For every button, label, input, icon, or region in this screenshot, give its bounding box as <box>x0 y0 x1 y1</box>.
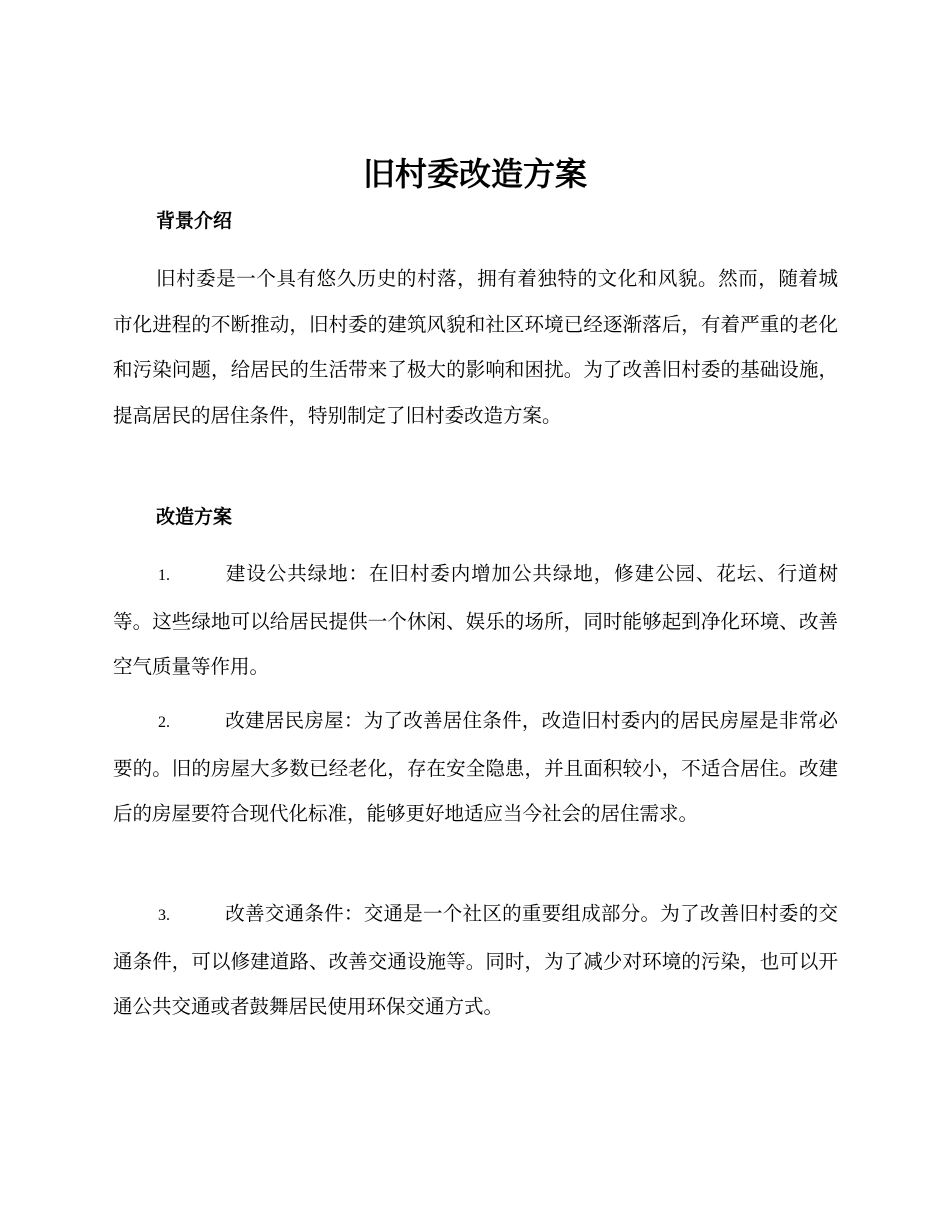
list-number: 2. <box>158 714 170 731</box>
plan-item-1 <box>113 551 838 690</box>
plan-item-3 <box>113 891 838 1030</box>
plan-item-text: 改建居民房屋：为了改善居住条件，改造旧村委内的居民房屋是非常必要的。旧的房屋大多数已经老化，存在安全隐患，并且面积较小，不适合居住。改建后的房屋要符合现代化标准，能够更好地适应当今社会的居住需求。 <box>113 709 838 825</box>
list-number: 3. <box>158 907 170 924</box>
plan-item-2 <box>113 698 838 837</box>
section-heading-background: 背景介绍 <box>156 210 233 232</box>
document-title: 旧村委改造方案 <box>362 155 587 193</box>
section-heading-plan: 改造方案 <box>156 506 233 528</box>
plan-item-text: 改善交通条件：交通是一个社区的重要组成部分。为了改善旧村委的交通条件，可以修建道路、改善交通设施等。同时，为了减少对环境的污染，也可以开通公共交通或者鼓舞居民使用环保交通方式。 <box>113 902 838 1018</box>
plan-item-text: 建设公共绿地：在旧村委内增加公共绿地，修建公园、花坛、行道树等。这些绿地可以给居民提供一个休闲、娱乐的场所，同时能够起到净化环境、改善空气质量等作用。 <box>113 562 838 678</box>
background-paragraph: 旧村委是一个具有悠久历史的村落，拥有着独特的文化和风貌。然而，随着城市化进程的不断推动，旧村委的建筑风貌和社区环境已经逐渐落后，有着严重的老化和污染问题，给居民的生活带来了极大的影响和困扰。为了改善旧村委的基础设施，提高居民的居住条件，特别制定了旧村委改造方案。 <box>113 267 838 427</box>
list-number: 1. <box>158 567 170 584</box>
